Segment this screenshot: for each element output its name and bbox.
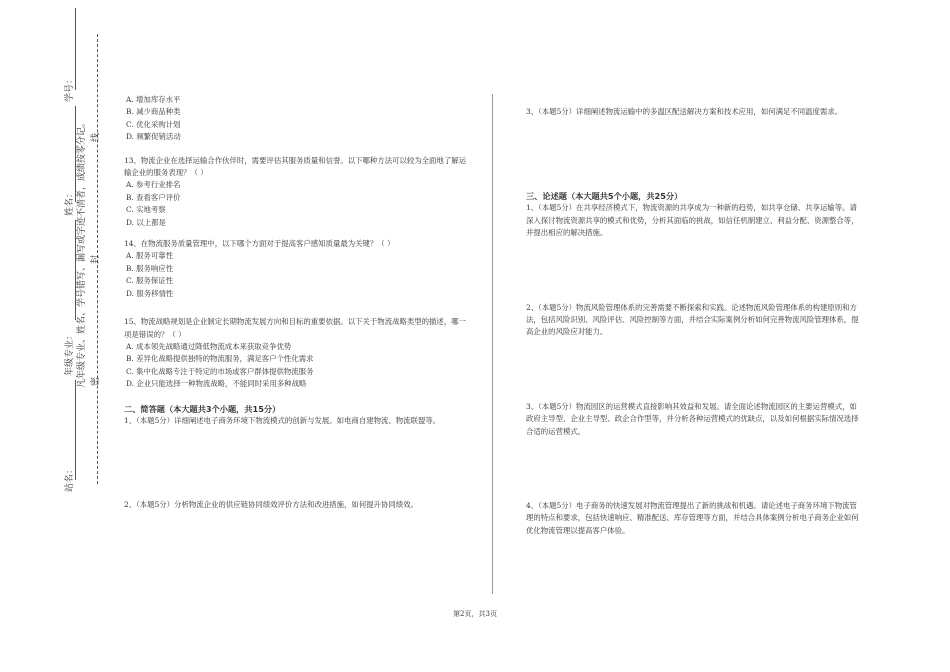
option-b: B. 查看客户评价 — [126, 192, 181, 202]
option-a: A. 参考行业排名 — [126, 180, 181, 190]
question-12-options — [124, 94, 468, 144]
column-divider — [492, 94, 493, 594]
option-b: B. 减少商品种类 — [126, 107, 181, 117]
option-c: C. 优化采购计划 — [126, 119, 181, 129]
short-answer-q1: 1、（本题5分）详细阐述电子商务环境下物流模式的创新与发展。如电商自建物流、物流联盟等。 — [124, 415, 441, 425]
option-b: B. 服务响应性 — [126, 263, 174, 273]
option-a: A. 成本领先战略通过降低物流成本来获取竞争优势 — [126, 341, 292, 351]
school-label: 站名： — [65, 464, 75, 492]
essay-q2: 2、（本题5分）物流风险管理体系的完善需要不断探索和实践。论述物流风险管理体系的构建原则和方法，包括风险识别、风险评估、风险控制等方面，并结合实际案例分析如何完善物流风险管理体系，提高企业的风险应对能力。 — [526, 302, 859, 337]
option-d: D. 频繁促销活动 — [126, 132, 181, 142]
option-c: C. 服务保证性 — [126, 276, 174, 286]
question-13 — [124, 155, 468, 229]
option-a: A. 服务可靠性 — [126, 251, 173, 261]
student-name-label: 姓名： — [65, 188, 75, 216]
option-a: A. 增加库存水平 — [126, 95, 181, 104]
school-underline — [75, 380, 76, 480]
exam-notice: 凡年级专业、姓名、学号错写、漏写或字迹不清者，成绩按零分记。 — [77, 117, 87, 388]
section-2-title: 二、简答题（本大题共3个小题，共15分） — [124, 403, 281, 414]
student-id-label: 学号： — [65, 74, 75, 102]
option-d: D. 以上都是 — [126, 217, 166, 227]
option-d: D. 企业只能选择一种物流战略，不能同时采用多种战略 — [126, 379, 307, 389]
left-column — [124, 94, 468, 511]
short-answer-q2: 2、（本题5分）分析物流企业的供应链协同绩效评价方法和改进措施，如何提升协同绩效。 — [124, 499, 418, 509]
essay-q3: 3、（本题5分）物流园区的运营模式直接影响其效益和发展。请全面论述物流园区的主要运营模式，如政府主导型、企业主导型、政企合作型等，并分析各种运营模式的优缺点，以及如何根据实际情况选择合适的运营模式。 — [526, 401, 859, 436]
essay-q1: 1、（本题5分）在共享经济模式下，物流资源的共享成为一种新的趋势，如共享仓储、共享运输等。请深入探讨物流资源共享的模式和优势，分析其面临的挑战，如信任机制建立、利益分配、资源整合等，并提出相应的解决措施。 — [526, 203, 859, 238]
option-b: B. 差异化战略提供独特的物流服务，满足客户个性化需求 — [126, 354, 314, 364]
option-c: C. 实地考察 — [126, 205, 166, 215]
seal-char-xian: 线 — [91, 132, 101, 142]
id-underline — [75, 8, 76, 90]
option-d: D. 服务移情性 — [126, 288, 174, 298]
option-c: C. 集中化战略专注于特定的市场或客户群体提供物流服务 — [126, 366, 314, 376]
page-footer: 第2页，共3页 — [453, 610, 497, 618]
question-14 — [124, 238, 468, 300]
question-15 — [124, 316, 468, 390]
essay-q4: 4、（本题5分）电子商务的快速发展对物流管理提出了新的挑战和机遇。请论述电子商务环境下物流管理的特点和要求，包括快速响应、精准配送、库存管理等方面，并结合具体案例分析电子商务企业如何优化物流管理以提高客户体验。 — [526, 501, 859, 535]
section-3-title: 三、论述题（本大题共5个小题，共25分） — [526, 191, 683, 202]
question-stem: 14、在物流服务质量管理中，以下哪个方面对于提高客户感知质量最为关键？（ ） — [124, 239, 395, 249]
question-stem: 13、物流企业在选择运输合作伙伴时，需要评估其服务质量和信誉。以下哪种方法可以较为全面地了解运输企业的服务表现？（ ） — [124, 155, 466, 178]
class-major-label: 年级专业： — [65, 330, 75, 376]
right-column — [526, 106, 864, 537]
seal-char-feng: 封 — [91, 254, 101, 264]
short-answer-q3: 3、（本题5分）详细阐述物流运输中的多温区配送解决方案和技术应用，如何满足不同温度需求。 — [526, 107, 843, 116]
binding-margin — [0, 0, 110, 672]
seal-char-mi: 密 — [91, 376, 101, 386]
question-stem: 15、物流战略规划是企业制定长期物流发展方向和目标的重要依据。以下关于物流战略类型的描述，哪一项是错误的？（ ） — [124, 317, 466, 339]
